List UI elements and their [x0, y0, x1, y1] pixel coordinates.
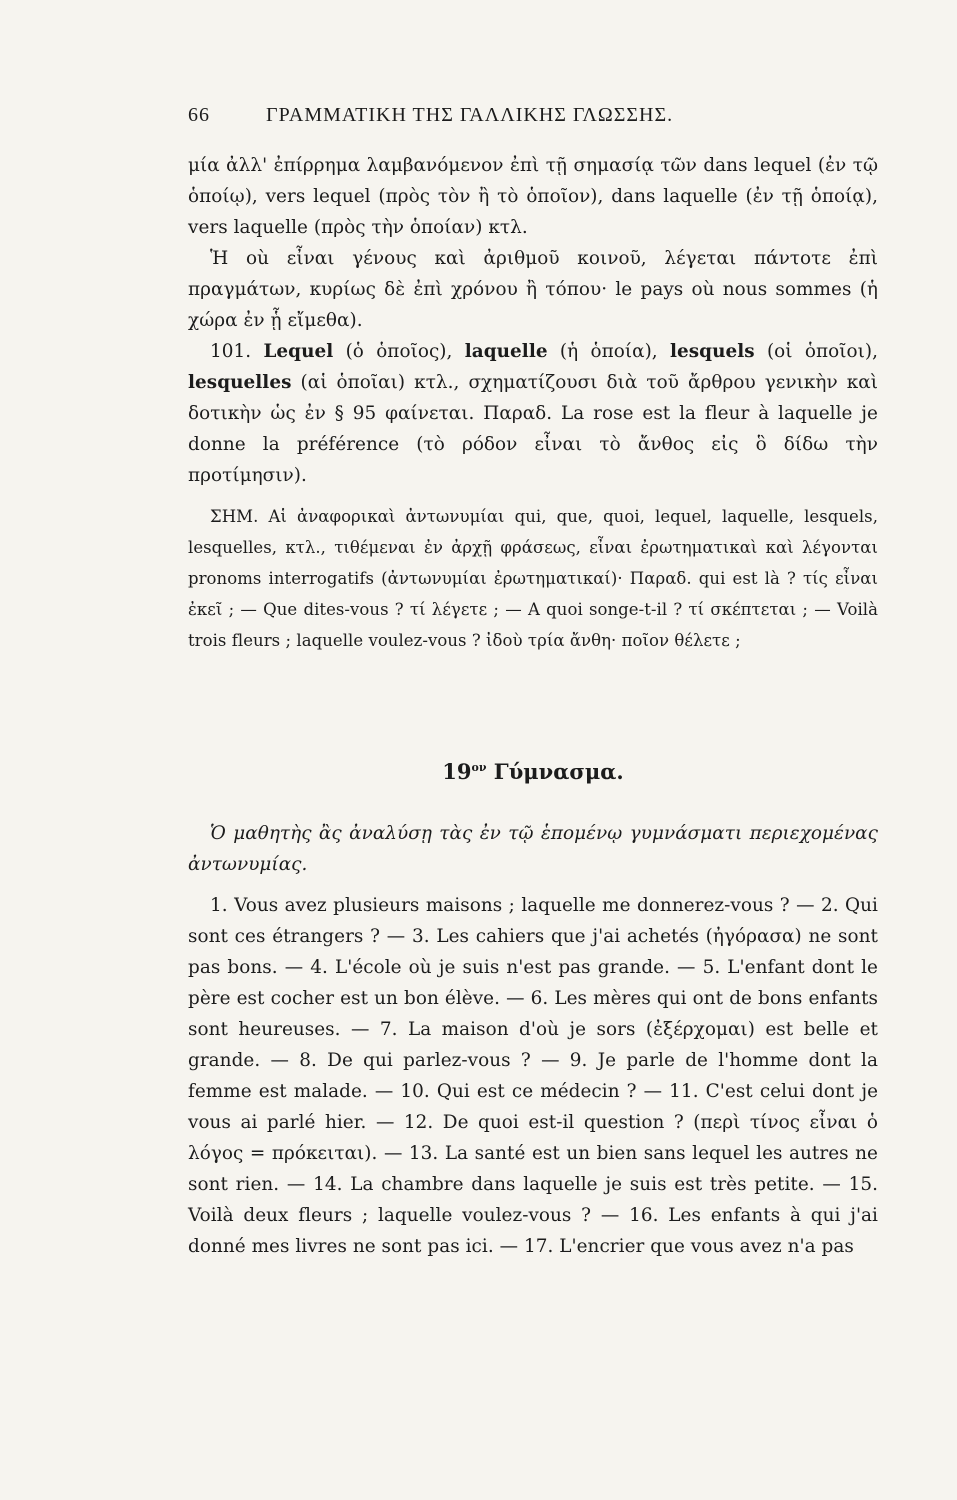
- running-title: ΓΡΑΜΜΑΤΙΚΗ ΤΗΣ ΓΑΛΛΙΚΗΣ ΓΛΩΣΣΗΣ.: [266, 104, 674, 126]
- term-lesquelles: lesquelles: [188, 372, 292, 393]
- exercise-instruction: Ὁ μαθητὴς ἂς ἀναλύσῃ τὰς ἐν τῷ ἑπομένῳ γυμνάσματι περιεχομένας ἀντωνυμίας.: [188, 823, 878, 875]
- gloss-2: (ἡ ὁποία),: [547, 341, 670, 362]
- paragraph-2: Ἡ où εἶναι γένους καὶ ἀριθμοῦ κοινοῦ, λέγεται πάντοτε ἐπὶ πραγμάτων, κυρίως δὲ ἐπὶ χρόνου ἢ τόπου· le pays où nous sommes (ἡ χώρα ἐν ᾗ εἴμεθα).: [188, 248, 878, 331]
- exercise-section: [188, 748, 878, 1262]
- gloss-3: (οἱ ὁποῖοι),: [754, 341, 878, 362]
- exercise-word: Γύμνασμα.: [486, 759, 624, 784]
- body-text: [188, 150, 878, 656]
- exercise-title: [188, 748, 878, 792]
- page-number: 66: [188, 104, 210, 126]
- term-laquelle: laquelle: [464, 341, 548, 362]
- exercise-ordinal: ον: [471, 761, 487, 774]
- note-paragraph: ΣΗΜ. Αἱ ἀναφορικαὶ ἀντωνυμίαι qui, que, quoi, lequel, laquelle, lesquels, lesquelles, κτλ., τιθέμεναι ἐν ἀρχῇ φράσεως, εἶναι ἐρωτηματικαὶ καὶ λέγονται pronoms interrogatifs (ἀντωνυμίαι ἐρωτηματικαί)· Παραδ. qui est là ? τίς εἶναι ἐκεῖ ; — Que dites-vous ? τί λέγετε ; — A quoi songe-t-il ? τί σκέπτεται ; — Voilà trois fleurs ; laquelle voulez-vous ? ἰδοὺ τρία ἄνθη· ποῖον θέλετε ;: [188, 507, 878, 650]
- paragraph-101: [188, 336, 878, 491]
- page-header: [188, 104, 878, 127]
- section-number: 101.: [210, 341, 252, 362]
- exercise-text: 1. Vous avez plusieurs maisons ; laquelle me donnerez-vous ? — 2. Qui sont ces étrangers ? — 3. Les cahiers que j'ai achetés (ἠγόρασα) ne sont pas bons. — 4. L'école où je suis n'est pas grande. — 5. L'enfant dont le père est cocher est un bon élève. — 6. Les mères qui ont de bons enfants sont heureuses. — 7. La maison d'où je sors (ἐξέρχομαι) est belle et grande. — 8. De qui parlez-vous ? — 9. Je parle de l'homme dont la femme est malade. — 10. Qui est ce médecin ? — 11. C'est celui dont je vous ai parlé hier. — 12. De quoi est-il question ? (περὶ τίνος εἶναι ὁ λόγος = πρόκειται). — 13. La santé est un bien sans lequel les autres ne sont rien. — 14. La chambre dans laquelle je suis est très petite. — 15. Voilà deux fleurs ; laquelle voulez-vous ? — 16. Les enfants à qui j'ai donné mes livres ne sont pas ici. — 17. L'encrier que vous avez n'a pas: [188, 895, 878, 1257]
- term-lesquels: lesquels: [669, 341, 755, 362]
- term-lequel: Lequel: [263, 341, 334, 362]
- exercise-number: 19: [442, 759, 472, 784]
- gloss-1: (ὁ ὁποῖος),: [333, 341, 465, 362]
- paragraph-1: μία ἀλλ' ἐπίρρημα λαμβανόμενον ἐπὶ τῇ σημασίᾳ τῶν dans lequel (ἐν τῷ ὁποίῳ), vers lequel (πρὸς τὸν ἢ τὸ ὁποῖον), dans laquelle (ἐν τῇ ὁποίᾳ), vers laquelle (πρὸς τὴν ὁποίαν) κτλ.: [188, 155, 878, 238]
- gloss-4: (αἱ ὁποῖαι) κτλ., σχηματίζουσι διὰ τοῦ ἄρθρου γενικὴν καὶ δοτικὴν ὡς ἐν § 95 φαίνεται. Παραδ. La rose est la fleur à laquelle je donne la préférence (τὸ ρόδον εἶναι τὸ ἄνθος εἰς ὃ δίδω τὴν προτίμησιν).: [188, 372, 878, 486]
